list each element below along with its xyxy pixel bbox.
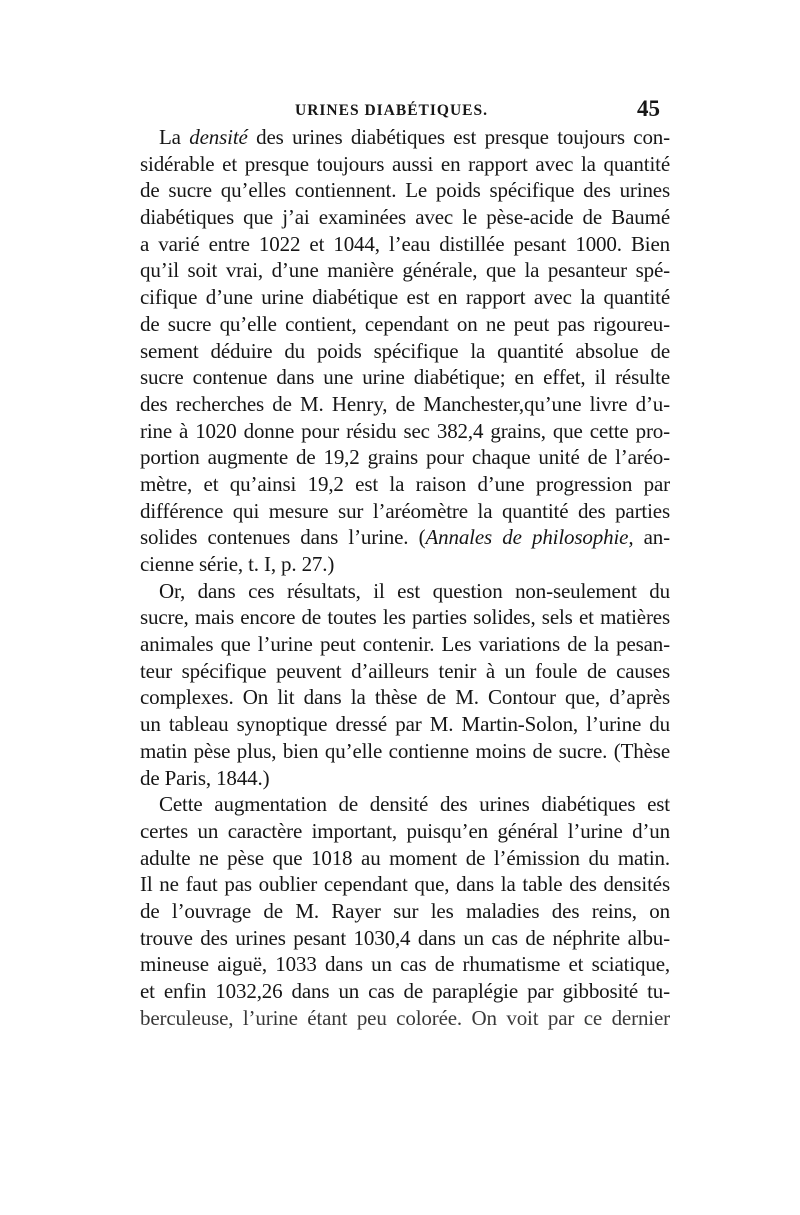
- text-segment: animales que l’urine peut contenir. Les variations de la pesan-: [140, 632, 670, 657]
- text-line: [140, 471, 670, 498]
- text-segment: cifique d’une urine diabétique est en rapport avec la quantité: [140, 285, 670, 310]
- text-segment: différence qui mesure sur l’aréomètre la quantité des parties: [140, 498, 670, 523]
- text-line: [140, 418, 670, 445]
- text-segment: adulte ne pèse que 1018 au moment de l’émission du matin.: [140, 845, 670, 870]
- text-segment: solides contenues dans l’urine. (: [140, 525, 426, 550]
- text-line: [140, 738, 670, 765]
- text-segment: sucre contenue dans une urine diabétique; en effet, il résulte: [140, 365, 670, 390]
- text-line: [140, 818, 670, 845]
- text-line: [140, 204, 670, 231]
- text-line: [140, 524, 670, 551]
- text-line: [140, 257, 670, 284]
- text-line: [140, 765, 670, 792]
- text-segment: des recherches de M. Henry, de Manchester,qu’une livre d’u-: [140, 391, 670, 416]
- running-title: URINES DIABÉTIQUES.: [295, 102, 488, 119]
- text-line: [140, 1005, 670, 1032]
- text-line: [140, 498, 670, 525]
- text-segment: Or, dans ces résultats, il est question non-seulement du: [159, 578, 670, 603]
- text-segment: de Paris, 1844.): [140, 765, 270, 790]
- text-segment: a varié entre 1022 et 1044, l’eau distillée pesant 1000. Bien: [140, 231, 670, 256]
- page-number: 45: [637, 96, 660, 121]
- text-segment: complexes. On lit dans la thèse de M. Contour que, d’après: [140, 685, 670, 710]
- text-segment: sucre, mais encore de toutes les parties solides, sels et matières: [140, 605, 670, 630]
- text-segment: un tableau synoptique dressé par M. Martin-Solon, l’urine du: [140, 712, 670, 737]
- text-segment: sidérable et presque toujours aussi en rapport avec la quantité: [140, 151, 670, 176]
- text-line: [140, 151, 670, 178]
- text-segment: matin pèse plus, bien qu’elle contienne moins de sucre. (Thèse: [140, 738, 670, 763]
- text-line: [140, 551, 670, 578]
- text-line: [140, 444, 670, 471]
- italic-text: Annales de philosophie,: [425, 525, 634, 550]
- text-line: [140, 177, 670, 204]
- text-line: [140, 711, 670, 738]
- text-line: [140, 684, 670, 711]
- text-segment: cienne série, t. I, p. 27.): [140, 552, 335, 576]
- text-line: [140, 631, 670, 658]
- text-segment: de l’ouvrage de M. Rayer sur les maladies des reins, on: [140, 898, 670, 923]
- text-segment: mineuse aiguë, 1033 dans un cas de rhumatisme et sciatique,: [140, 952, 670, 977]
- text-segment: rine à 1020 donne pour résidu sec 382,4 grains, que cette pro-: [140, 418, 670, 443]
- text-line: [140, 604, 670, 631]
- text-line: [140, 871, 670, 898]
- text-segment: an-: [633, 525, 670, 550]
- text-segment: des urines diabétiques est presque toujours con-: [247, 125, 670, 149]
- text-line: [140, 338, 670, 365]
- text-line: [140, 231, 670, 258]
- text-line: [140, 978, 670, 1005]
- text-line: [140, 124, 670, 151]
- text-line: [140, 925, 670, 952]
- text-segment: sement déduire du poids spécifique la quantité absolue de: [140, 338, 670, 363]
- text-segment: mètre, et qu’ainsi 19,2 est la raison d’une progression par: [140, 471, 670, 496]
- text-segment: La: [159, 125, 190, 149]
- text-segment: et enfin 1032,26 dans un cas de paraplégie par gibbosité tu-: [140, 979, 670, 1003]
- text-line: [140, 791, 670, 818]
- text-line: [140, 578, 670, 605]
- text-segment: teur spécifique peuvent d’ailleurs tenir à un foule de causes: [140, 658, 670, 683]
- text-segment: trouve des urines pesant 1030,4 dans un cas de néphrite albu-: [140, 925, 670, 950]
- italic-text: densité: [189, 125, 248, 149]
- body-text: [140, 124, 670, 1031]
- text-segment: Il ne faut pas oublier cependant que, dans la table des densités: [140, 872, 670, 897]
- text-line: [140, 898, 670, 925]
- text-line: [140, 311, 670, 338]
- text-segment: certes un caractère important, puisqu’en général l’urine d’un: [140, 818, 670, 843]
- text-line: [140, 391, 670, 418]
- text-segment: diabétiques que j’ai examinées avec le pèse-acide de Baumé: [140, 205, 670, 230]
- text-line: [140, 658, 670, 685]
- text-line: [140, 364, 670, 391]
- text-line: [140, 951, 670, 978]
- text-segment: Cette augmentation de densité des urines diabétiques est: [159, 792, 670, 817]
- text-segment: qu’il soit vrai, d’une manière générale, que la pesanteur spé-: [140, 258, 670, 283]
- text-line: [140, 284, 670, 311]
- text-segment: portion augmente de 19,2 grains pour chaque unité de l’aréo-: [140, 445, 670, 470]
- text-segment: de sucre qu’elles contiennent. Le poids spécifique des urines: [140, 178, 670, 203]
- text-segment: berculeuse, l’urine étant peu colorée. On voit par ce dernier: [140, 1005, 670, 1030]
- text-segment: de sucre qu’elle contient, cependant on ne peut pas rigoureu-: [140, 311, 670, 336]
- text-line: [140, 845, 670, 872]
